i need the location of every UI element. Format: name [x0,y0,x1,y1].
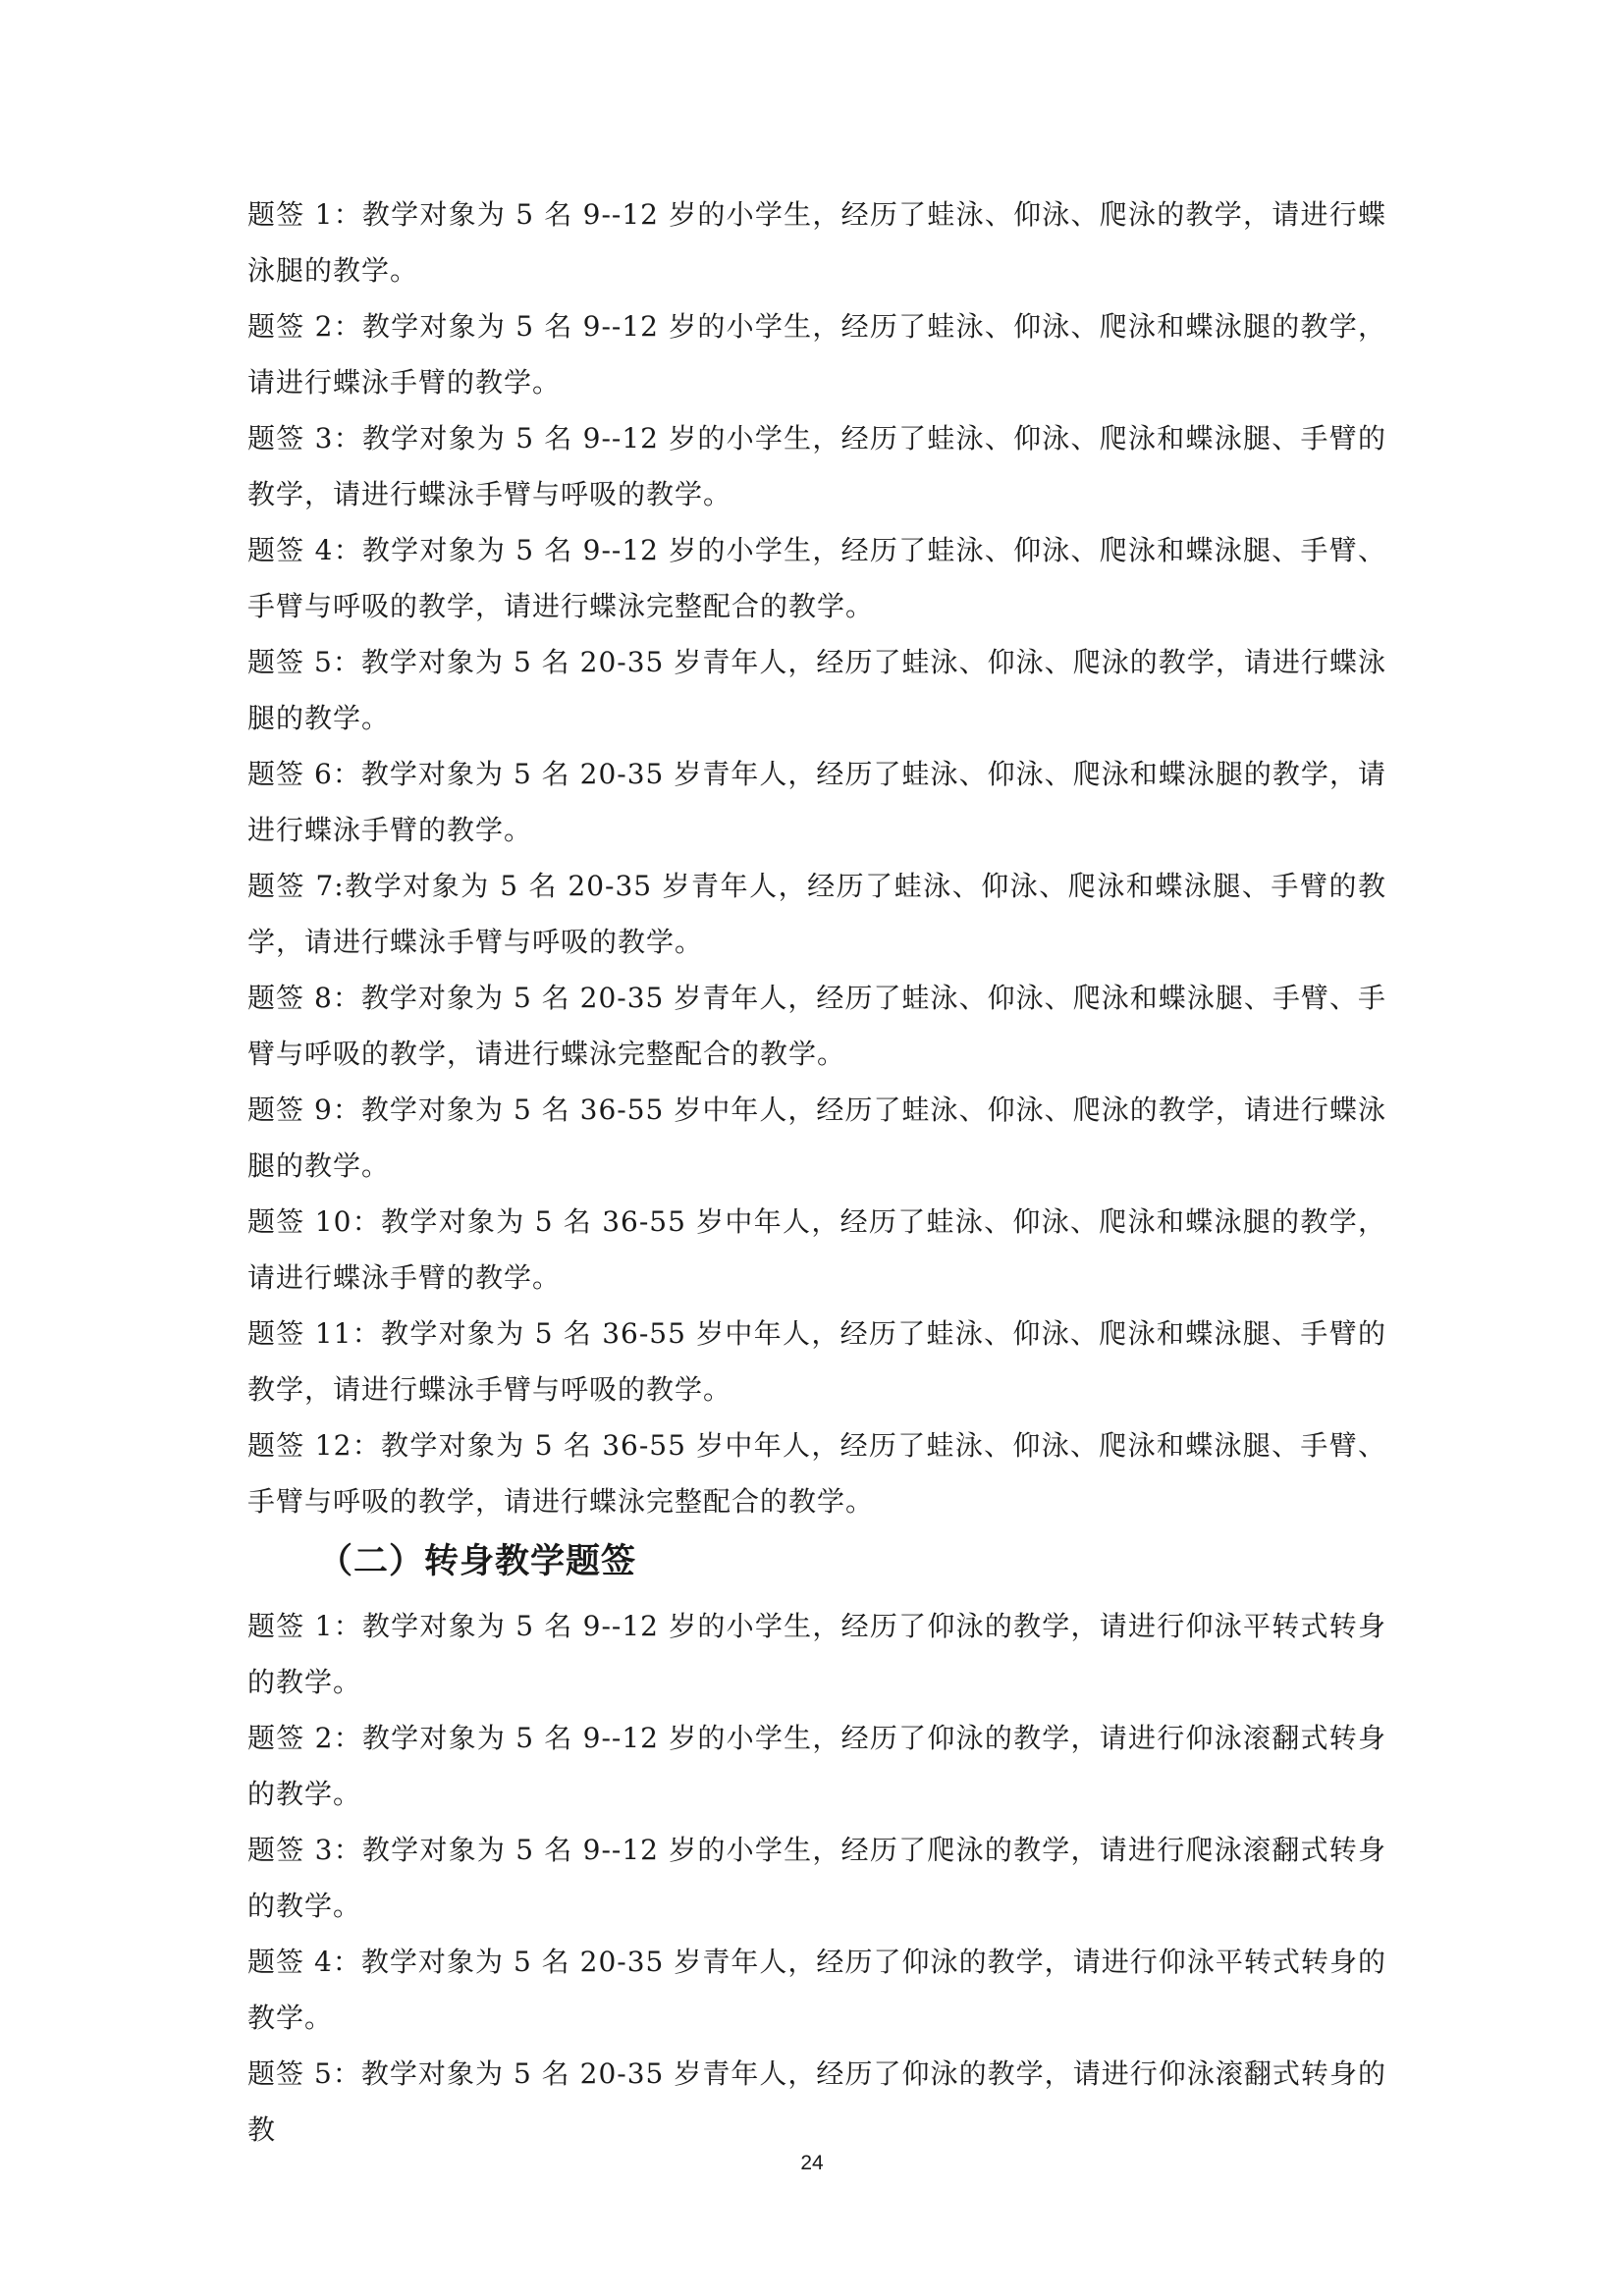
question-item: 题签 4：教学对象为 5 名 20-35 岁青年人，经历了仰泳的教学，请进行仰泳平转式转身的教学。 [247,1946,1386,2034]
question-item: 题签 2：教学对象为 5 名 9--12 岁的小学生，经历了仰泳的教学，请进行仰泳滚翻式转身的教学。 [247,1722,1386,1810]
page-number: 24 [800,2152,824,2174]
question-item: 题签 5：教学对象为 5 名 20-35 岁青年人，经历了蛙泳、仰泳、爬泳的教学，请进行蝶泳腿的教学。 [247,646,1386,734]
butterfly-question-list [247,187,1386,1529]
question-item: 题签 10：教学对象为 5 名 36-55 岁中年人，经历了蛙泳、仰泳、爬泳和蝶泳腿的教学，请进行蝶泳手臂的教学。 [247,1205,1386,1294]
question-item: 题签 3：教学对象为 5 名 9--12 岁的小学生，经历了蛙泳、仰泳、爬泳和蝶泳腿、手臂的教学，请进行蝶泳手臂与呼吸的教学。 [247,422,1386,510]
question-item: 题签 6：教学对象为 5 名 20-35 岁青年人，经历了蛙泳、仰泳、爬泳和蝶泳腿的教学，请进行蝶泳手臂的教学。 [247,758,1386,846]
question-item: 题签 7:教学对象为 5 名 20-35 岁青年人，经历了蛙泳、仰泳、爬泳和蝶泳腿、手臂的教学，请进行蝶泳手臂与呼吸的教学。 [247,870,1386,958]
section-heading: （二）转身教学题签 [318,1542,637,1581]
question-item: 题签 1：教学对象为 5 名 9--12 岁的小学生，经历了仰泳的教学，请进行仰泳平转式转身的教学。 [247,1610,1386,1698]
question-item: 题签 9：教学对象为 5 名 36-55 岁中年人，经历了蛙泳、仰泳、爬泳的教学，请进行蝶泳腿的教学。 [247,1094,1386,1182]
question-item: 题签 11：教学对象为 5 名 36-55 岁中年人，经历了蛙泳、仰泳、爬泳和蝶泳腿、手臂的教学，请进行蝶泳手臂与呼吸的教学。 [247,1317,1386,1406]
question-item: 题签 2：教学对象为 5 名 9--12 岁的小学生，经历了蛙泳、仰泳、爬泳和蝶泳腿的教学，请进行蝶泳手臂的教学。 [247,310,1386,399]
document-body [247,187,1386,2158]
question-item: 题签 4：教学对象为 5 名 9--12 岁的小学生，经历了蛙泳、仰泳、爬泳和蝶泳腿、手臂、手臂与呼吸的教学，请进行蝶泳完整配合的教学。 [247,534,1386,622]
turn-question-list [247,1598,1386,2158]
question-item: 题签 1：教学对象为 5 名 9--12 岁的小学生，经历了蛙泳、仰泳、爬泳的教学，请进行蝶泳腿的教学。 [247,198,1386,287]
question-item: 题签 12：教学对象为 5 名 36-55 岁中年人，经历了蛙泳、仰泳、爬泳和蝶泳腿、手臂、手臂与呼吸的教学，请进行蝶泳完整配合的教学。 [247,1429,1386,1518]
question-item: 题签 5：教学对象为 5 名 20-35 岁青年人，经历了仰泳的教学，请进行仰泳滚翻式转身的教 [247,2057,1386,2146]
question-item: 题签 3：教学对象为 5 名 9--12 岁的小学生，经历了爬泳的教学，请进行爬泳滚翻式转身的教学。 [247,1834,1386,1922]
question-item: 题签 8：教学对象为 5 名 20-35 岁青年人，经历了蛙泳、仰泳、爬泳和蝶泳腿、手臂、手臂与呼吸的教学，请进行蝶泳完整配合的教学。 [247,982,1386,1070]
